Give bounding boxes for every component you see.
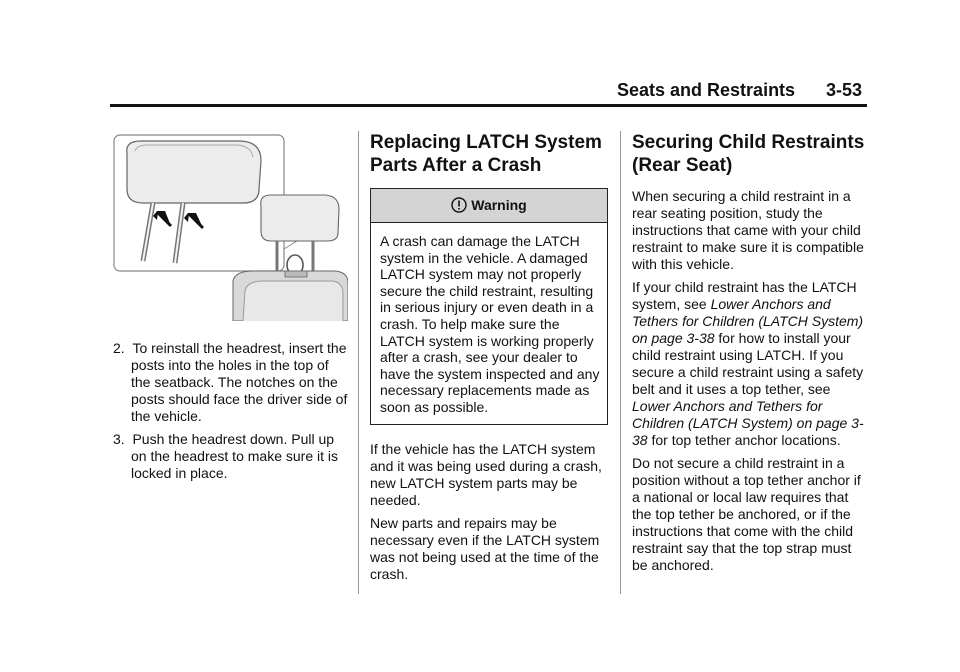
paragraph: When securing a child restraint in a rear seating position, study the instructions that came with your child restraint to make sure it is compatible with this vehicle.	[632, 188, 864, 272]
paragraph: If the vehicle has the LATCH system and it was being used during a crash, new LATCH system parts may be needed.	[370, 440, 602, 508]
column-right	[632, 131, 870, 580]
step-text: To reinstall the headrest, insert the posts into the holes in the top of the seatback. The notches on the posts should face the driver side of the vehicle.	[131, 340, 348, 424]
warning-header	[371, 189, 607, 223]
text-run: If your child restraint has the LATCH system, see	[632, 279, 857, 312]
paragraph: New parts and repairs may be necessary even if the LATCH system was not being used at the time of the crash.	[370, 514, 600, 582]
text-run: for top tether anchor locations.	[647, 432, 841, 448]
instruction-list	[113, 340, 351, 482]
text-run: for how to install your child restraint using LATCH. If you secure a child restraint using a safety belt and it uses a top tether, see	[632, 330, 864, 397]
step-number: 3.	[113, 431, 125, 447]
headrest-illustration	[113, 131, 348, 321]
paragraph: Do not secure a child restraint in a position without a top tether anchor if a national or local law requires that the top tether be anchored, or if the instructions that come with the child restraint say that the top strap must be anchored.	[632, 455, 861, 573]
cross-reference-link[interactable]: Lower Anchors and Tethers for Children (LATCH System) on page 3-38	[632, 398, 864, 448]
step-number: 2.	[113, 340, 125, 356]
column-divider	[620, 131, 621, 594]
list-item	[113, 431, 351, 482]
warning-text: A crash can damage the LATCH system in the vehicle. A damaged LATCH system may not properly secure the child restraint, resulting in serious injury or even death in a crash. To help make sure the LATCH system is working properly after a crash, see your dealer to have the system inspected and any necessary replacements made as soon as possible.	[380, 233, 600, 415]
list-item	[113, 340, 351, 425]
column-divider	[358, 131, 359, 594]
section-heading: Replacing LATCH System Parts After a Crash	[370, 132, 602, 176]
warning-icon	[451, 197, 471, 213]
header-rule	[110, 104, 867, 107]
column-left	[113, 340, 351, 488]
warning-box	[370, 188, 608, 425]
section-heading: Securing Child Restraints (Rear Seat)	[632, 132, 865, 176]
section-title: Seats and Restraints	[617, 80, 796, 100]
step-text: Push the headrest down. Pull up on the headrest to make sure it is locked in place.	[131, 431, 338, 481]
column-middle	[370, 131, 608, 589]
cross-reference-link[interactable]: Lower Anchors and Tethers for Children (LATCH System) on page 3-38	[632, 296, 864, 346]
page-number: 3-53	[826, 80, 863, 100]
warning-label: Warning	[471, 197, 527, 213]
paragraph	[632, 279, 870, 449]
